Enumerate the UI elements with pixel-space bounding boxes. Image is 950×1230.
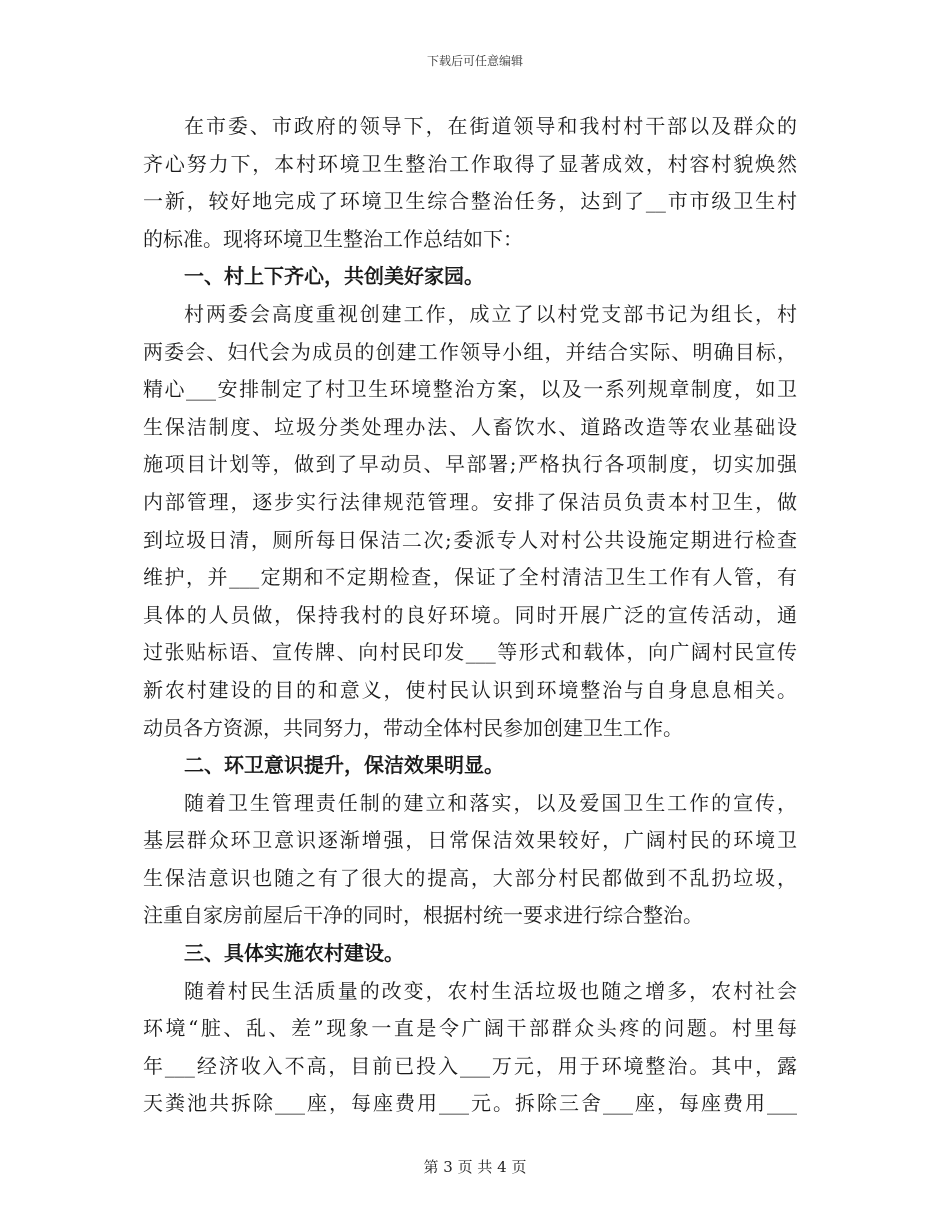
paragraph-line: 年___经济收入不高，目前已投入___万元，用于环境整治。其中，露 (143, 1053, 797, 1078)
paragraph-line: 精心___安排制定了村卫生环境整治方案，以及一系列规章制度，如卫 (143, 377, 797, 402)
paragraph-line: 到垃圾日清，厕所每日保洁二次;委派专人对村公共设施定期进行检查 (143, 527, 797, 552)
paragraph-line: 动员各方资源，共同努力，带动全体村民参加创建卫生工作。 (143, 715, 683, 740)
paragraph-line: 在市委、市政府的领导下，在街道领导和我村村干部以及群众的 (184, 114, 797, 138)
paragraph-line: 齐心努力下，本村环境卫生整治工作取得了显著成效，村容村貌焕然 (143, 151, 797, 176)
paragraph-line: 天粪池共拆除___座，每座费用___元。拆除三舍___座，每座费用___ (143, 1091, 797, 1116)
section-heading: 三、具体实施农村建设。 (184, 941, 404, 966)
paragraph-line: 基层群众环卫意识逐渐增强，日常保洁效果较好，广阔村民的环境卫 (143, 828, 797, 853)
paragraph-line: 内部管理，逐步实行法律规范管理。安排了保洁员负责本村卫生，做 (143, 489, 797, 514)
paragraph-line: 注重自家房前屋后干净的同时，根据村统一要求进行综合整治。 (143, 903, 703, 928)
section-heading: 二、环卫意识提升，保洁效果明显。 (184, 753, 504, 778)
paragraph-line: 环境“脏、乱、差”现象一直是令广阔干部群众头疼的问题。村里每 (143, 1016, 797, 1041)
paragraph-line: 过张贴标语、宣传牌、向村民印发___等形式和载体，向广阔村民宣传 (143, 640, 797, 665)
paragraph-line: 生保洁制度、垃圾分类处理办法、人畜饮水、道路改造等农业基础设 (143, 414, 797, 439)
paragraph-line: 的标准。现将环境卫生整治工作总结如下： (143, 226, 523, 251)
document-body (143, 108, 797, 1123)
paragraph-line: 村两委会高度重视创建工作，成立了以村党支部书记为组长，村 (184, 301, 797, 326)
paragraph-line: 随着卫生管理责任制的建立和落实，以及爱国卫生工作的宣传， (184, 790, 797, 815)
paragraph-line: 施项目计划等，做到了早动员、早部署;严格执行各项制度，切实加强 (143, 452, 797, 477)
section-heading: 一、村上下齐心，共创美好家园。 (184, 264, 484, 289)
paragraph-line: 生保洁意识也随之有了很大的提高，大部分村民都做到不乱扔垃圾， (143, 865, 797, 890)
paragraph-line: 新农村建设的目的和意义，使村民认识到环境整治与自身息息相关。 (143, 677, 797, 702)
paragraph-line: 两委会、妇代会为成员的创建工作领导小组，并结合实际、明确目标， (143, 339, 797, 364)
paragraph-line: 维护，并___定期和不定期检查，保证了全村清洁卫生工作有人管，有 (143, 565, 797, 590)
paragraph-line: 具体的人员做，保持我村的良好环境。同时开展广泛的宣传活动，通 (143, 602, 797, 627)
paragraph-line: 随着村民生活质量的改变，农村生活垃圾也随之增多，农村社会 (184, 978, 797, 1003)
page-header-note: 下载后可任意编辑 (426, 54, 523, 68)
page-number: 第 3 页 共 4 页 (423, 1158, 527, 1176)
paragraph-line: 一新，较好地完成了环境卫生综合整治任务，达到了__市市级卫生村 (143, 189, 797, 214)
